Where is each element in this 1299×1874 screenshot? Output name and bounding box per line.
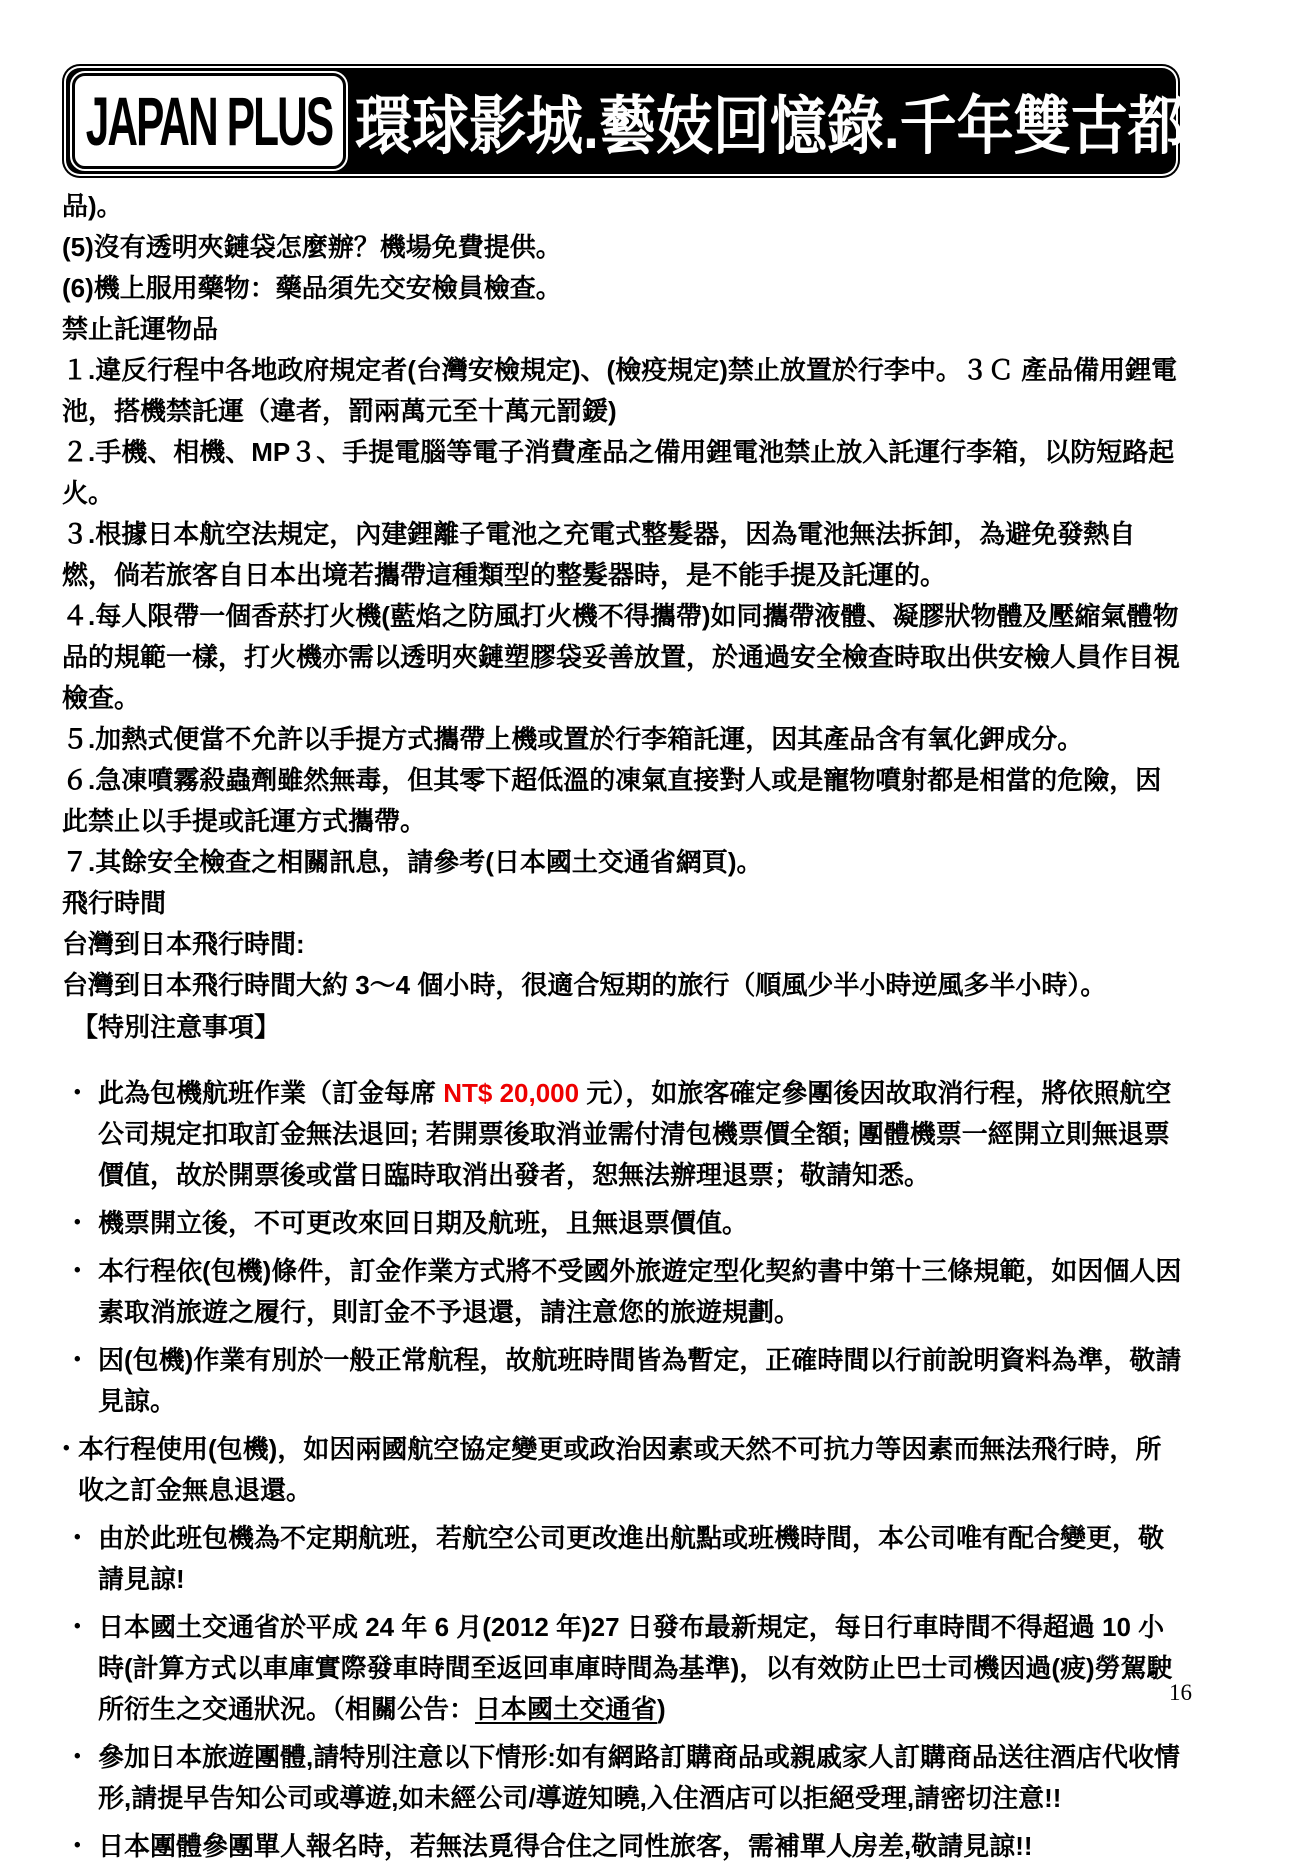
note-item xyxy=(62,1073,1184,1196)
deposit-amount: NT$ 20,000 xyxy=(443,1078,580,1108)
special-notes-title: 【特別注意事項】 xyxy=(72,1012,281,1042)
paragraph: １.違反行程中各地政府規定者(台灣安檢規定)、(檢疫規定)禁止放置於行李中。３Ｃ 產品備用鋰電池，搭機禁託運（違者，罰兩萬元至十萬元罰鍰) xyxy=(62,355,1178,426)
bullet-icon: • xyxy=(74,1212,81,1233)
document-body xyxy=(62,186,1184,1874)
note-text xyxy=(98,1208,748,1238)
bullet-icon: • xyxy=(74,1349,81,1370)
note-segment: 日本國土交通省於平成 24 年 6 月(2012 年)27 日發布最新規定，每日行車時間不得超過 10 小時(計算方式以車庫實際發車時間至返回車庫時間為基準)，以有效防止巴士司機因過(疲)勞駕駛所衍生之交通狀況。（相關公告： xyxy=(98,1612,1173,1724)
note-segment: 參加日本旅遊團體,請特別注意以下情形:如有網路訂購商品或親戚家人訂購商品送往酒店代收情形,請提早告知公司或導遊,如未經公司/導遊知曉,入住酒店可以拒絕受理,請密切注意!! xyxy=(98,1742,1180,1813)
paragraph: 飛行時間 xyxy=(62,888,167,918)
paragraph: (5)沒有透明夾鏈袋怎麼辦？機場免費提供。 xyxy=(62,232,562,262)
bullet-icon: • xyxy=(74,1260,81,1281)
note-segment: 此為包機航班作業（訂金每席 xyxy=(98,1078,444,1108)
bullet-icon: • xyxy=(74,1082,81,1103)
header-banner xyxy=(62,64,1299,178)
bullet-icon: • xyxy=(74,1835,81,1856)
note-segment: 元），如旅客確定參團後因故取消行程，將依照航空公司規定扣取訂金無法退回; 若開票後取消並需付清包機票價全額; 團體機票一經開立則無退票價值，故於開票後或當日臨時取消出發者，恕無法辦理退票；敬請知悉。 xyxy=(98,1078,1172,1190)
note-segment: 本行程使用(包機)，如因兩國航空協定變更或政治因素或天然不可抗力等因素而無法飛行時，所收之訂金無息退還。 xyxy=(78,1434,1162,1505)
paragraph: 禁止託運物品 xyxy=(62,314,219,344)
note-item xyxy=(62,1429,1184,1511)
bullet-icon: • xyxy=(74,1616,81,1637)
note-text xyxy=(98,1345,1181,1416)
paragraph: 台灣到日本飛行時間大約 3～4 個小時，很適合短期的旅行（順風少半小時逆風多半小時）。 xyxy=(62,970,1107,1000)
paragraph: ４.每人限帶一個香菸打火機(藍焰之防風打火機不得攜帶)如同攜帶液體、凝膠狀物體及壓縮氣體物品的規範一樣，打火機亦需以透明夾鏈塑膠袋妥善放置，於通過安全檢查時取出供安檢人員作目視檢查。 xyxy=(62,601,1181,713)
bullet-icon: • xyxy=(74,1527,81,1548)
note-text xyxy=(98,1612,1173,1724)
paragraph-list xyxy=(62,186,1184,1006)
ministry-link-text: 日本國土交通省 xyxy=(475,1694,658,1724)
note-segment: 機票開立後，不可更改來回日期及航班，且無退票價值。 xyxy=(98,1208,749,1238)
note-text xyxy=(98,1742,1180,1813)
note-item xyxy=(62,1826,1184,1867)
note-segment: ) xyxy=(657,1694,666,1724)
paragraph: (6)機上服用藥物：藥品須先交安檢員檢查。 xyxy=(62,273,562,303)
paragraph: ７.其餘安全檢查之相關訊息，請參考(日本國土交通省網頁)。 xyxy=(62,847,763,877)
page-number: 16 xyxy=(1169,1680,1192,1705)
note-segment: 本行程依(包機)條件，訂金作業方式將不受國外旅遊定型化契約書中第十三條規範，如因個人因素取消旅遊之履行，則訂金不予退還，請注意您的旅遊規劃。 xyxy=(98,1256,1182,1327)
note-text xyxy=(98,1831,1033,1861)
japan-plus-logo xyxy=(67,68,351,174)
note-text xyxy=(98,1256,1181,1327)
note-item xyxy=(62,1607,1184,1730)
paragraph: ５.加熱式便當不允許以手提方式攜帶上機或置於行李箱託運，因其產品含有氧化鉀成分。 xyxy=(62,724,1084,754)
note-item xyxy=(62,1518,1184,1600)
paragraph: ２.手機、相機、MP３、手提電腦等電子消費產品之備用鋰電池禁止放入託運行李箱，以防短路起火。 xyxy=(62,437,1175,508)
paragraph: ３.根據日本航空法規定，內建鋰離子電池之充電式整髮器，因為電池無法拆卸，為避免發熱自燃，倘若旅客自日本出境若攜帶這種類型的整髮器時，是不能手提及託運的。 xyxy=(62,519,1136,590)
note-text xyxy=(98,1523,1164,1594)
paragraph: ６.急凍噴霧殺蟲劑雖然無毒，但其零下超低溫的凍氣直接對人或是寵物噴射都是相當的危險，因此禁止以手提或託運方式攜帶。 xyxy=(62,765,1162,836)
note-item xyxy=(62,1251,1184,1333)
note-text xyxy=(98,1078,1171,1190)
logo-text: JAPAN PLUS xyxy=(85,82,333,160)
bullet-icon: • xyxy=(74,1746,81,1767)
note-item xyxy=(62,1340,1184,1422)
note-item xyxy=(62,1203,1184,1244)
notes-list xyxy=(62,1073,1184,1867)
bullet-icon: • xyxy=(63,1438,70,1459)
paragraph: 台灣到日本飛行時間: xyxy=(62,929,305,959)
paragraph: 品)。 xyxy=(62,191,123,221)
page-title: 環球影城.藝妓回憶錄.千年雙古都五日 xyxy=(354,90,1299,163)
note-segment: 日本團體參團單人報名時，若無法覓得合住之同性旅客，需補單人房差,敬請見諒!! xyxy=(98,1831,1033,1861)
note-segment: 由於此班包機為不定期航班，若航空公司更改進出航點或班機時間，本公司唯有配合變更，敬請見諒! xyxy=(98,1523,1165,1594)
note-segment: 因(包機)作業有別於一般正常航程，故航班時間皆為暫定，正確時間以行前說明資料為準，敬請見諒。 xyxy=(98,1345,1182,1416)
note-text xyxy=(78,1434,1161,1505)
note-item xyxy=(62,1737,1184,1819)
